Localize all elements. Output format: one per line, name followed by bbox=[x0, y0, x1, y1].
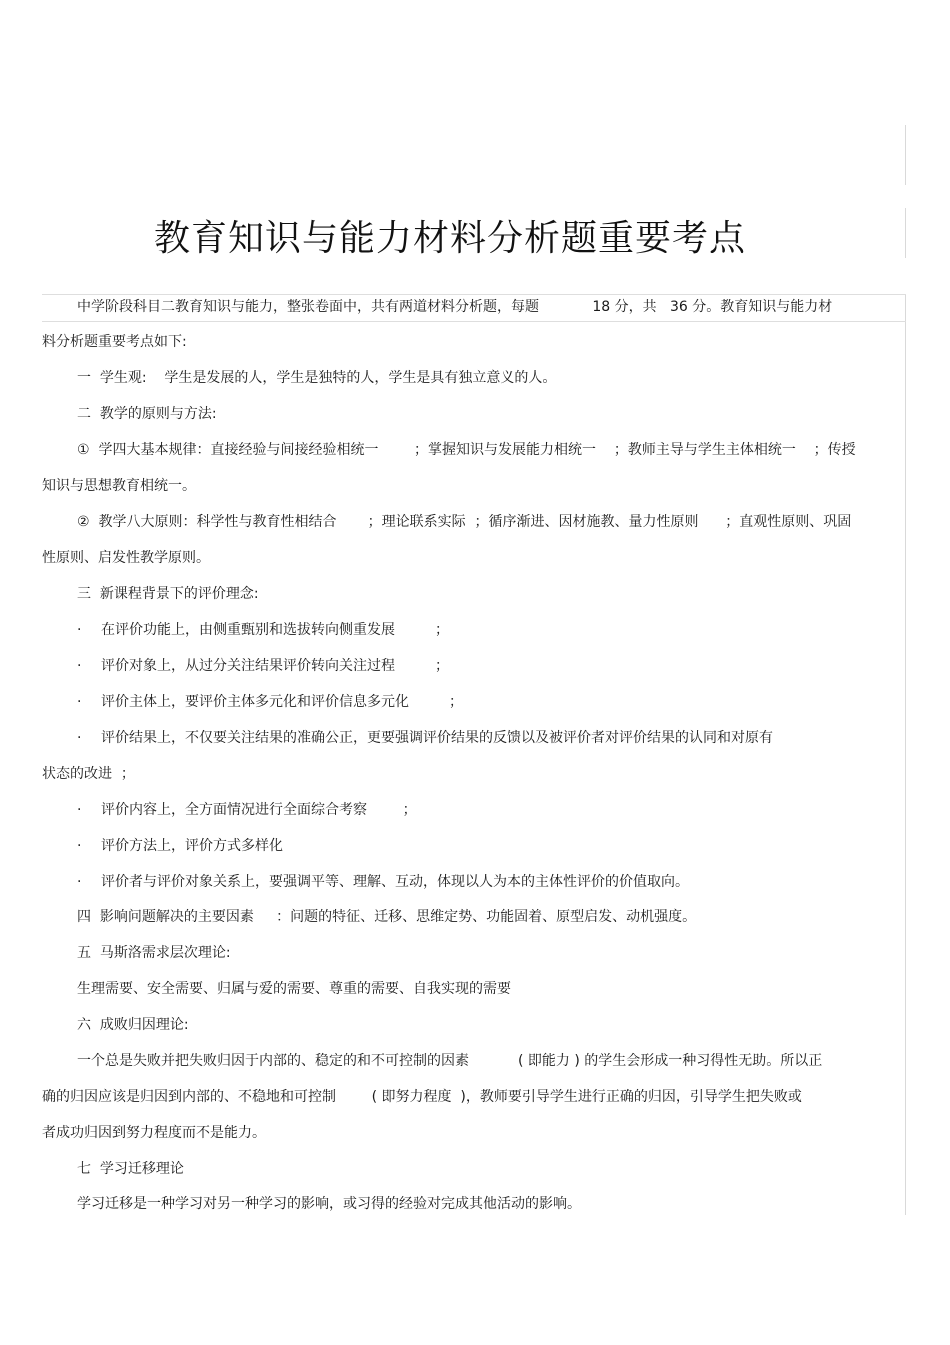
bullet-marker: · bbox=[77, 658, 82, 674]
section-1-student-view: 一 学生观: 学生是发展的人，学生是独特的人，学生是具有独立意义的人。 bbox=[77, 370, 557, 386]
scan-edge-line bbox=[905, 208, 906, 258]
section-6-text-line-2: 确的归因应该是归因到内部的、不稳地和可控制 ( 即努力程度 )，教师要引导学生进行正确的归因，引导学生把失败或 bbox=[42, 1089, 802, 1105]
bullet-item-continuation: 状态的改进 ； bbox=[42, 766, 135, 782]
bullet-marker: · bbox=[77, 802, 82, 818]
bullet-marker: · bbox=[77, 622, 82, 638]
intro-line-2: 料分析题重要考点如下: bbox=[42, 334, 187, 350]
bullet-marker: · bbox=[77, 730, 82, 746]
section-2-point-2-line-1: ② 教学八大原则：科学性与教育性相结合 ；理论联系实际 ；循序渐进、因材施教、量力性原则 ；直观性原则、巩固 bbox=[77, 514, 852, 530]
scan-edge-line bbox=[42, 321, 906, 322]
bullet-item: 评价内容上，全方面情况进行全面综合考察 ； bbox=[101, 802, 417, 818]
bullet-item: 在评价功能上，由侧重甄别和选拔转向侧重发展 ； bbox=[101, 622, 450, 638]
bullet-item: 评价结果上，不仅要关注结果的准确公正，更要强调评价结果的反馈以及被评价者对评价结果的认同和对原有 bbox=[101, 730, 773, 746]
scan-edge-line bbox=[905, 125, 906, 185]
section-7-heading: 七 学习迁移理论 bbox=[77, 1161, 184, 1177]
bullet-item: 评价对象上，从过分关注结果评价转向关注过程 ； bbox=[101, 658, 450, 674]
section-2-heading: 二 教学的原则与方法: bbox=[77, 406, 217, 422]
section-6-text-line-1: 一个总是失败并把失败归因于内部的、稳定的和不可控制的因素 ( 即能力 ) 的学生会形成一种习得性无助。所以正 bbox=[77, 1053, 823, 1069]
section-6-heading: 六 成败归因理论: bbox=[77, 1017, 189, 1033]
bullet-marker: · bbox=[77, 694, 82, 710]
bullet-item: 评价主体上，要评价主体多元化和评价信息多元化 ； bbox=[101, 694, 464, 710]
bullet-marker: · bbox=[77, 838, 82, 854]
section-2-point-1-line-2: 知识与思想教育相统一。 bbox=[42, 478, 196, 494]
scan-edge-line bbox=[905, 295, 906, 1215]
intro-line-1: 中学阶段科目二教育知识与能力，整张卷面中，共有两道材料分析题，每题 18 分，共 36 分。教育知识与能力材 bbox=[77, 299, 833, 315]
section-3-heading: 三 新课程背景下的评价理念: bbox=[77, 586, 259, 602]
section-6-text-line-3: 者成功归因到努力程度而不是能力。 bbox=[42, 1125, 266, 1141]
bullet-item: 评价者与评价对象关系上，要强调平等、理解、互动，体现以人为本的主体性评价的价值取向。 bbox=[101, 874, 689, 890]
bullet-item: 评价方法上，评价方式多样化 bbox=[101, 838, 283, 854]
section-5-heading: 五 马斯洛需求层次理论: bbox=[77, 945, 231, 961]
scan-edge-line bbox=[42, 294, 906, 295]
section-5-text: 生理需要、安全需要、归属与爱的需要、尊重的需要、自我实现的需要 bbox=[77, 981, 511, 997]
section-2-point-2-line-2: 性原则、启发性教学原则。 bbox=[42, 550, 210, 566]
section-4-problem-solving: 四 影响问题解决的主要因素 ：问题的特征、迁移、思维定势、功能固着、原型启发、动机强度。 bbox=[77, 909, 697, 925]
document-title: 教育知识与能力材料分析题重要考点 bbox=[153, 218, 746, 259]
bullet-marker: · bbox=[77, 874, 82, 890]
section-2-point-1-line-1: ① 学四大基本规律：直接经验与间接经验相统一 ；掌握知识与发展能力相统一 ；教师主导与学生主体相统一 ；传授 bbox=[77, 442, 856, 458]
section-7-text: 学习迁移是一种学习对另一种学习的影响，或习得的经验对完成其他活动的影响。 bbox=[77, 1196, 581, 1212]
